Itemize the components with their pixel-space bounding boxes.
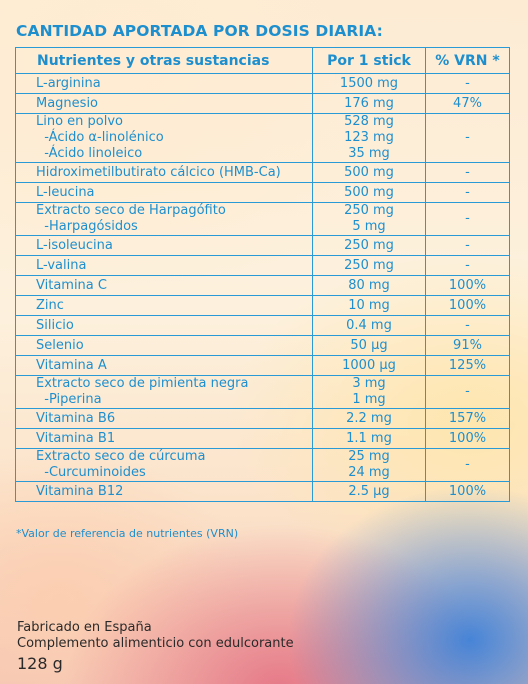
vrn-value: - — [426, 163, 510, 183]
amount-cell — [313, 296, 426, 316]
amount-cell — [313, 114, 426, 163]
nutrient-name: Extracto seco de pimienta negra — [36, 376, 249, 391]
nutrient-name-cell — [16, 376, 313, 409]
nutrient-name-cell — [16, 114, 313, 163]
amount-cell — [313, 256, 426, 276]
amount-cell — [313, 409, 426, 429]
vrn-value: - — [426, 256, 510, 276]
amount-value: 25 mg — [348, 449, 390, 464]
vrn-value: 100% — [426, 276, 510, 296]
header-per-stick: Por 1 stick — [313, 48, 426, 74]
amount-value: 500 mg — [344, 184, 394, 200]
amount-cell — [313, 94, 426, 114]
amount-cell — [313, 163, 426, 183]
nutrient-name-cell — [16, 409, 313, 429]
amount-value: 35 mg — [348, 146, 390, 161]
table-row — [16, 276, 510, 296]
table-row — [16, 316, 510, 336]
nutrient-subcomponent: -Ácido α-linolénico — [36, 130, 164, 145]
nutrient-name: L-arginina — [36, 75, 101, 91]
table-row — [16, 409, 510, 429]
header-vrn: % VRN * — [426, 48, 510, 74]
nutrient-name-cell — [16, 236, 313, 256]
nutrient-name: Vitamina B1 — [36, 430, 116, 446]
table-row — [16, 296, 510, 316]
amount-value: 10 mg — [348, 297, 390, 313]
nutrient-name: Extracto seco de Harpagófito — [36, 203, 226, 218]
vrn-value: - — [426, 376, 510, 409]
manufactured-in: Fabricado en España — [17, 620, 152, 635]
amount-cell — [313, 316, 426, 336]
amount-value: 3 mg — [352, 376, 386, 391]
nutrient-name: Vitamina B12 — [36, 483, 124, 499]
amount-value: 250 mg — [344, 257, 394, 273]
vrn-value: - — [426, 236, 510, 256]
table-row — [16, 256, 510, 276]
table-row — [16, 356, 510, 376]
footnote: *Valor de referencia de nutrientes (VRN) — [16, 527, 239, 540]
table-title: CANTIDAD APORTADA POR DOSIS DIARIA: — [16, 22, 383, 40]
amount-value: 250 mg — [344, 203, 394, 218]
table-row — [16, 114, 510, 163]
nutrient-name: Magnesio — [36, 95, 99, 111]
net-weight: 128 g — [17, 654, 63, 673]
table-row — [16, 163, 510, 183]
table-row — [16, 376, 510, 409]
nutrient-name-cell — [16, 183, 313, 203]
vrn-value: - — [426, 449, 510, 482]
table-header-row — [16, 48, 510, 74]
vrn-value: - — [426, 183, 510, 203]
nutrient-name-cell — [16, 316, 313, 336]
footer — [17, 620, 294, 675]
vrn-value: 157% — [426, 409, 510, 429]
amount-cell — [313, 276, 426, 296]
amount-cell — [313, 356, 426, 376]
amount-cell — [313, 183, 426, 203]
vrn-value: 100% — [426, 482, 510, 502]
nutrition-table — [15, 47, 510, 502]
table-row — [16, 449, 510, 482]
vrn-value: 47% — [426, 94, 510, 114]
nutrient-name: L-isoleucina — [36, 237, 113, 253]
nutrient-name-cell — [16, 356, 313, 376]
nutrient-name-cell — [16, 449, 313, 482]
nutrient-name: Silicio — [36, 317, 74, 333]
nutrient-name-cell — [16, 482, 313, 502]
vrn-value: - — [426, 114, 510, 163]
nutrient-name-cell — [16, 74, 313, 94]
amount-value: 500 mg — [344, 164, 394, 180]
nutrient-name: L-leucina — [36, 184, 95, 200]
table-body — [16, 74, 510, 502]
nutrient-name: L-valina — [36, 257, 87, 273]
amount-value: 2.5 µg — [348, 483, 390, 499]
nutrient-name: Hidroximetilbutirato cálcico (HMB-Ca) — [36, 164, 281, 180]
amount-value: 1 mg — [352, 392, 386, 407]
amount-value: 0.4 mg — [346, 317, 392, 333]
amount-value: 1500 mg — [339, 75, 399, 91]
amount-value: 250 mg — [344, 237, 394, 253]
vrn-value: - — [426, 316, 510, 336]
nutrient-name: Zinc — [36, 297, 64, 313]
header-nutrients: Nutrientes y otras sustancias — [16, 48, 313, 74]
nutrient-name: Vitamina A — [36, 357, 107, 373]
table-row — [16, 236, 510, 256]
nutrient-name-cell — [16, 256, 313, 276]
amount-value: 1000 µg — [342, 357, 396, 373]
nutrient-name-cell — [16, 203, 313, 236]
amount-cell — [313, 203, 426, 236]
nutrient-name-cell — [16, 276, 313, 296]
vrn-value: 100% — [426, 429, 510, 449]
nutrient-name: Vitamina B6 — [36, 410, 116, 426]
nutrient-subcomponent: -Piperina — [36, 392, 102, 407]
table-row — [16, 203, 510, 236]
vrn-value: 91% — [426, 336, 510, 356]
product-type: Complemento alimenticio con edulcorante — [17, 636, 294, 651]
amount-value: 1.1 mg — [346, 430, 392, 446]
amount-value: 528 mg — [344, 114, 394, 129]
amount-value: 80 mg — [348, 277, 390, 293]
amount-cell — [313, 236, 426, 256]
nutrient-name-cell — [16, 429, 313, 449]
nutrient-name-cell — [16, 163, 313, 183]
nutrient-name-cell — [16, 94, 313, 114]
nutrient-name-cell — [16, 296, 313, 316]
nutrient-name-cell — [16, 336, 313, 356]
nutrient-subcomponent: -Harpagósidos — [36, 219, 138, 234]
amount-value: 2.2 mg — [346, 410, 392, 426]
amount-value: 123 mg — [344, 130, 394, 145]
table-row — [16, 429, 510, 449]
amount-cell — [313, 74, 426, 94]
nutrient-name: Extracto seco de cúrcuma — [36, 449, 206, 464]
amount-value: 50 µg — [350, 337, 388, 353]
amount-cell — [313, 336, 426, 356]
vrn-value: 125% — [426, 356, 510, 376]
table-row — [16, 482, 510, 502]
table-row — [16, 74, 510, 94]
vrn-value: - — [426, 74, 510, 94]
nutrient-subcomponent: -Ácido linoleico — [36, 146, 143, 161]
amount-value: 5 mg — [352, 219, 386, 234]
nutrient-name: Lino en polvo — [36, 114, 124, 129]
amount-cell — [313, 482, 426, 502]
nutrient-name: Vitamina C — [36, 277, 107, 293]
vrn-value: - — [426, 203, 510, 236]
amount-cell — [313, 429, 426, 449]
amount-cell — [313, 449, 426, 482]
nutrient-subcomponent: -Curcuminoides — [36, 465, 146, 480]
amount-value: 176 mg — [344, 95, 394, 111]
table-row — [16, 336, 510, 356]
table-row — [16, 183, 510, 203]
amount-cell — [313, 376, 426, 409]
amount-value: 24 mg — [348, 465, 390, 480]
nutrient-name: Selenio — [36, 337, 84, 353]
vrn-value: 100% — [426, 296, 510, 316]
table-row — [16, 94, 510, 114]
